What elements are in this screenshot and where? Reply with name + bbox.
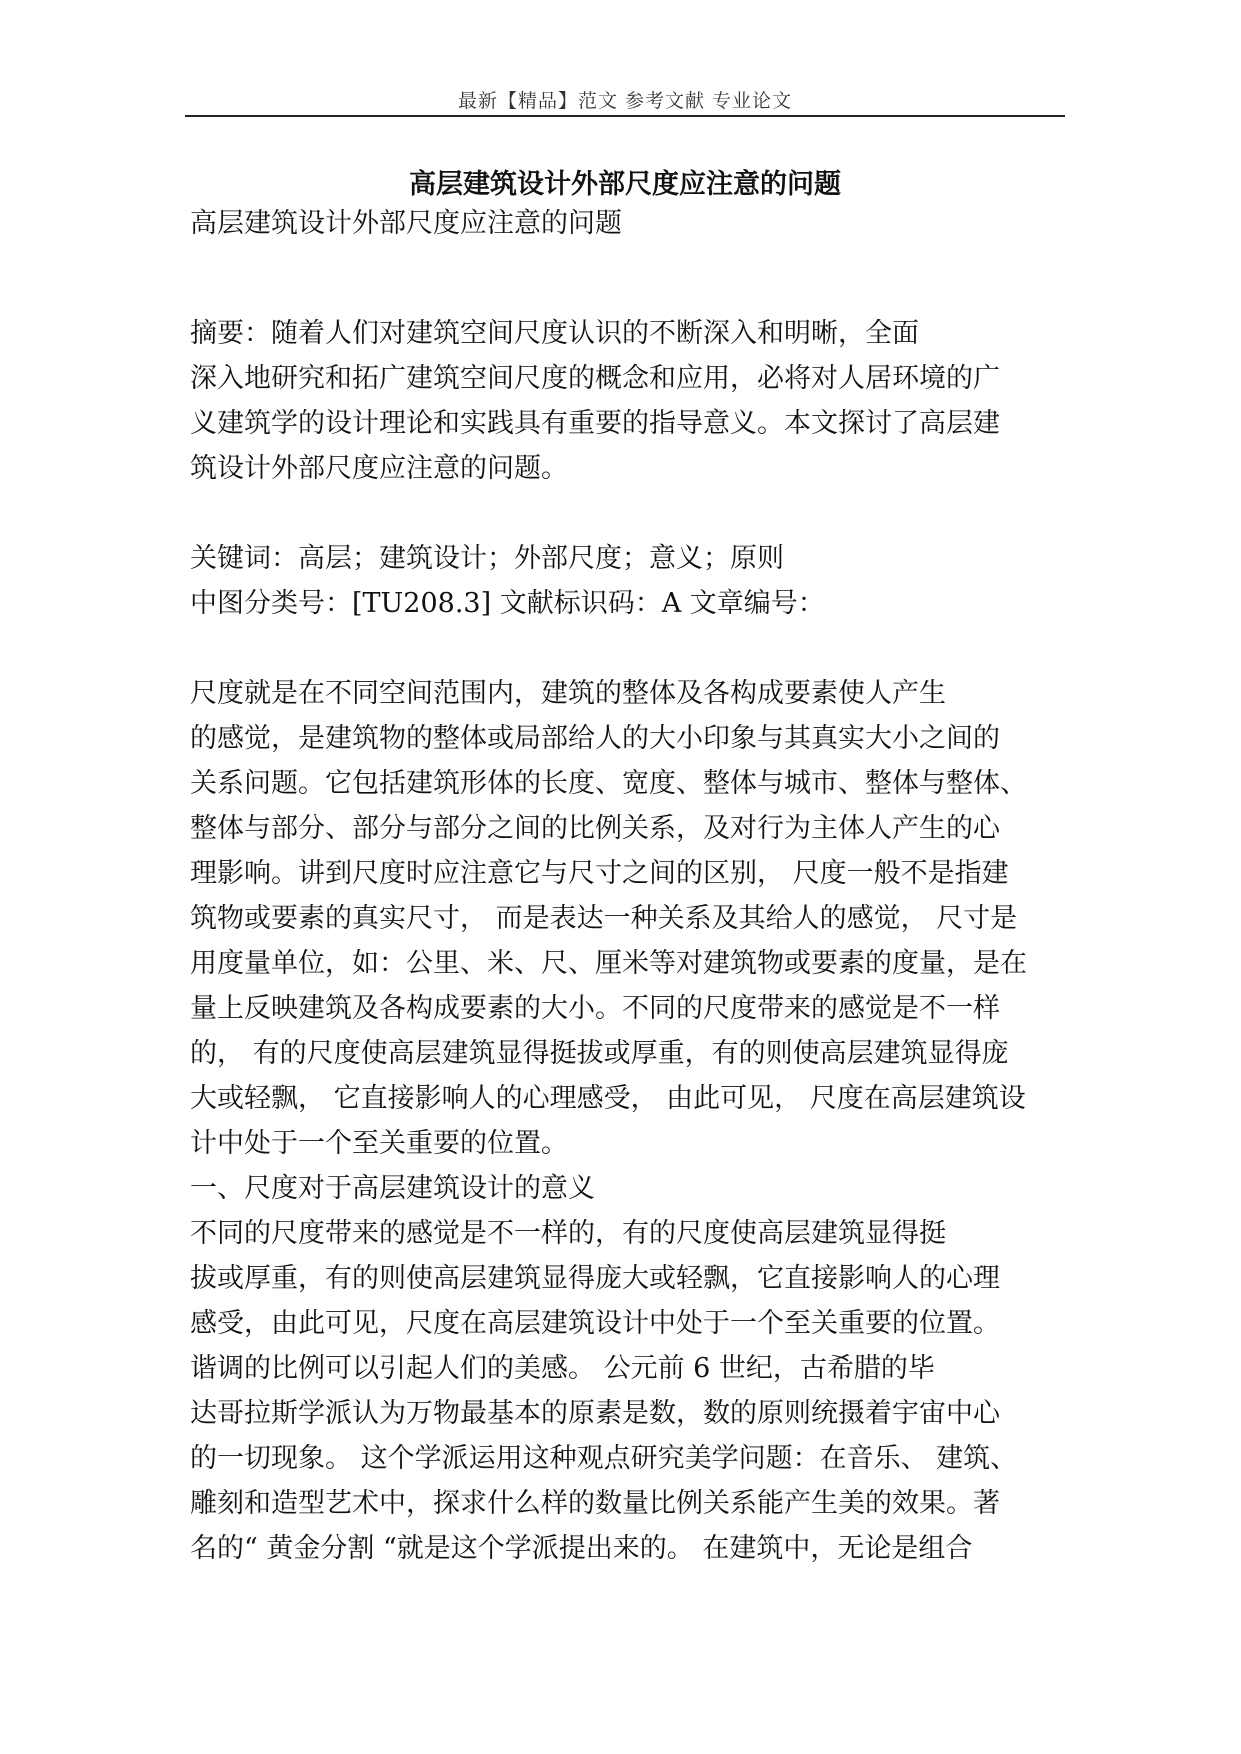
text-line: 名的“ 黄金分割 “就是这个学派提出来的。 在建筑中，无论是组合 [190, 1533, 973, 1564]
text-line: 整体与部分、部分与部分之间的比例关系，及对行为主体人产生的心 [190, 813, 1000, 844]
text-line: 理影响。讲到尺度时应注意它与尺寸之间的区别， 尺度一般不是指建 [190, 858, 1009, 889]
text-line: 深入地研究和拓广建筑空间尺度的概念和应用，必将对人居环境的广 [190, 363, 1000, 394]
text-line: 雕刻和造型艺术中，探求什么样的数量比例关系能产生美的效果。著 [190, 1488, 1000, 1519]
text-line: 拔或厚重，有的则使高层建筑显得庞大或轻飘，它直接影响人的心理 [190, 1263, 1000, 1294]
text-line: 的感觉，是建筑物的整体或局部给人的大小印象与其真实大小之间的 [190, 723, 1000, 754]
text-line: 大或轻飘， 它直接影响人的心理感受， 由此可见， 尺度在高层建筑设 [190, 1083, 1026, 1114]
text-line: 达哥拉斯学派认为万物最基本的原素是数，数的原则统摄着宇宙中心 [190, 1398, 1000, 1429]
text-line: 摘要：随着人们对建筑空间尺度认识的不断深入和明晰，全面 [190, 318, 919, 349]
text-line: 用度量单位，如：公里、米、尺、厘米等对建筑物或要素的度量，是在 [190, 948, 1027, 979]
text-line: 中图分类号：[TU208.3] 文献标识码：A 文章编号： [190, 588, 825, 619]
text-line: 筑物或要素的真实尺寸， 而是表达一种关系及其给人的感觉， 尺寸是 [190, 903, 1018, 934]
text-line: 不同的尺度带来的感觉是不一样的，有的尺度使高层建筑显得挺 [190, 1218, 946, 1249]
text-line: 的一切现象。 这个学派运用这种观点研究美学问题：在音乐、 建筑、 [190, 1443, 1018, 1474]
text-line: 量上反映建筑及各构成要素的大小。不同的尺度带来的感觉是不一样 [190, 993, 1000, 1024]
text-line: 谐调的比例可以引起人们的美感。 公元前 6 世纪，古希腊的毕 [190, 1353, 935, 1384]
text-line: 义建筑学的设计理论和实践具有重要的指导意义。本文探讨了高层建 [190, 408, 1000, 439]
page-header: 最新【精品】范文 参考文献 专业论文 [457, 90, 793, 112]
subtitle-line: 高层建筑设计外部尺度应注意的问题 [190, 208, 622, 239]
text-line: 感受，由此可见，尺度在高层建筑设计中处于一个至关重要的位置。 [190, 1308, 1000, 1339]
text-line: 尺度就是在不同空间范围内，建筑的整体及各构成要素使人产生 [190, 678, 946, 709]
text-line: 的， 有的尺度使高层建筑显得挺拔或厚重，有的则使高层建筑显得庞 [190, 1038, 1009, 1069]
text-line: 关键词：高层；建筑设计；外部尺度；意义；原则 [190, 543, 784, 574]
document-title: 高层建筑设计外部尺度应注意的问题 [409, 169, 841, 200]
text-line: 一、尺度对于高层建筑设计的意义 [190, 1173, 595, 1204]
header-rule [185, 115, 1065, 117]
text-line: 计中处于一个至关重要的位置。 [190, 1128, 568, 1159]
text-line: 筑设计外部尺度应注意的问题。 [190, 453, 568, 484]
text-line: 关系问题。它包括建筑形体的长度、宽度、整体与城市、整体与整体、 [190, 768, 1027, 799]
